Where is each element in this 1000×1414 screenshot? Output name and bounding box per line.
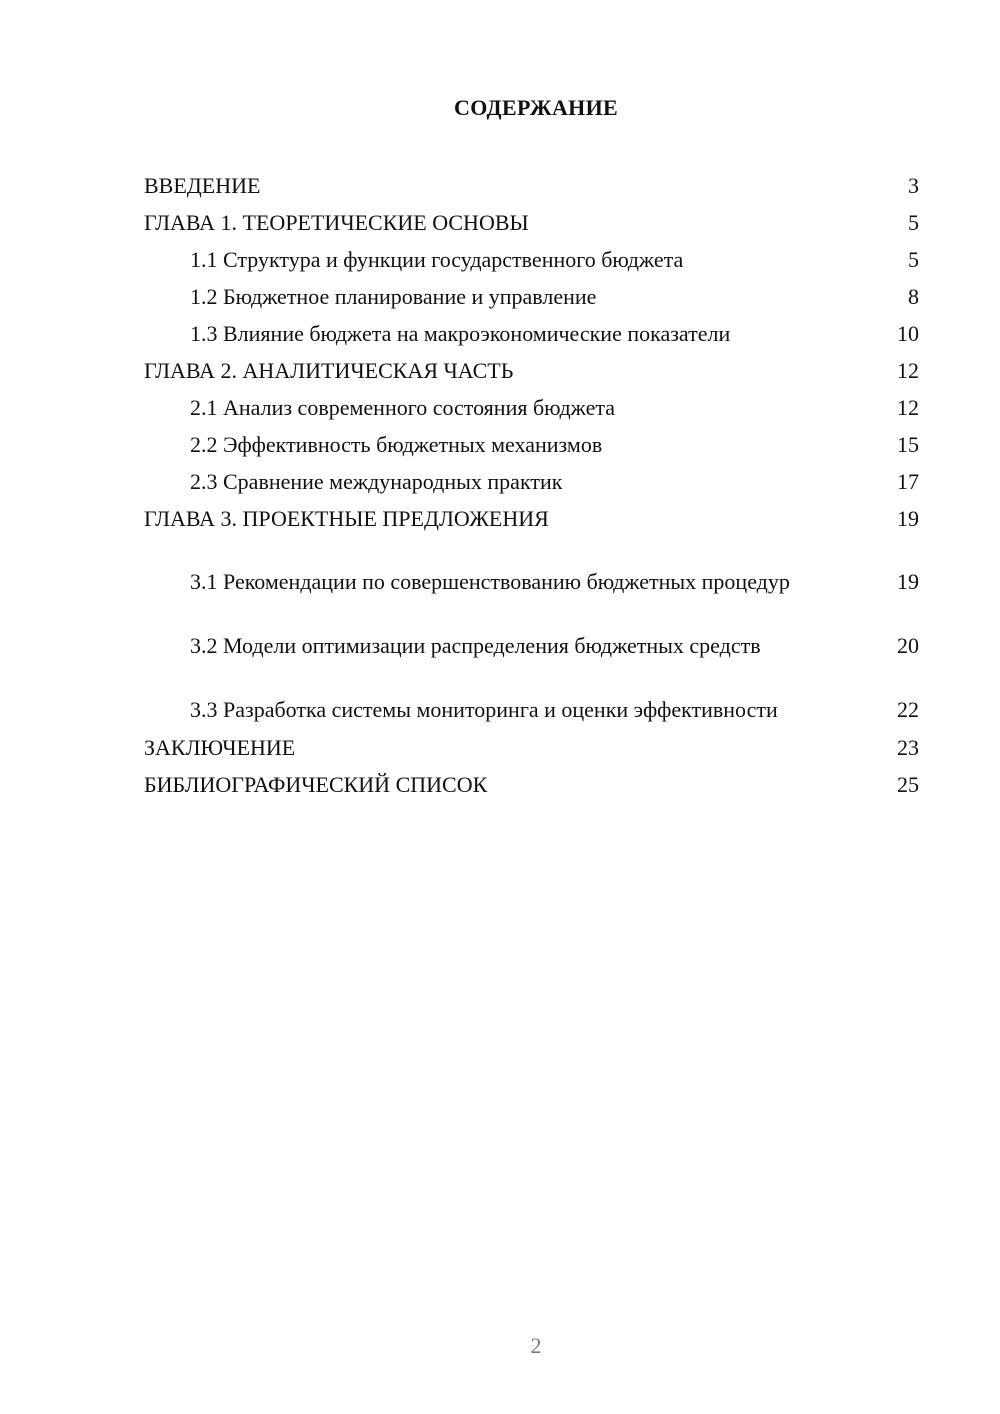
toc-entry-label: 3.3 Разработка системы мониторинга и оценки эффективности — [190, 697, 778, 722]
toc-entry-chapter-3[interactable] — [144, 500, 919, 537]
toc-entry-page: 3 — [908, 172, 919, 198]
toc-entry-label: БИБЛИОГРАФИЧЕСКИЙ СПИСОК — [144, 771, 488, 797]
toc-entry-chapter-2[interactable] — [144, 352, 919, 389]
toc-entry-label: 3.2 Модели оптимизации распределения бюджетных средств — [190, 633, 761, 658]
toc-entry-page: 20 — [897, 633, 919, 658]
toc-entry-page: 10 — [897, 320, 919, 346]
toc-entry-page: 5 — [908, 209, 919, 235]
toc-entry-label: 2.3 Сравнение международных практик — [190, 468, 563, 494]
toc-entry-section-2-1[interactable] — [144, 389, 919, 426]
toc-entry-label: 1.3 Влияние бюджета на макроэкономические показатели — [190, 320, 731, 346]
toc-entry-page: 15 — [897, 431, 919, 457]
toc-entry-section-3-2[interactable] — [144, 601, 919, 665]
toc-entry-page: 23 — [897, 734, 919, 760]
toc-entry-section-3-3[interactable] — [144, 665, 919, 729]
toc-entry-label: ВВЕДЕНИЕ — [144, 172, 261, 198]
page-number: 2 — [530, 1333, 542, 1358]
toc-entry-page: 12 — [897, 357, 919, 383]
toc-entry-label: ЗАКЛЮЧЕНИЕ — [144, 734, 296, 760]
toc-entry-conclusion[interactable] — [144, 729, 919, 766]
toc-entry-page: 17 — [897, 468, 919, 494]
toc-entry-page: 8 — [908, 283, 919, 309]
toc-entry-page: 19 — [897, 505, 919, 531]
toc-entry-section-2-3[interactable] — [144, 463, 919, 500]
toc-entry-label: 2.2 Эффективность бюджетных механизмов — [190, 431, 603, 457]
toc-entry-label: 1.1 Структура и функции государственного бюджета — [190, 246, 684, 272]
toc-entry-section-1-1[interactable] — [144, 241, 919, 278]
toc-entry-label: 2.1 Анализ современного состояния бюджета — [190, 394, 615, 420]
toc-entry-page: 12 — [897, 394, 919, 420]
toc-entry-page: 5 — [908, 246, 919, 272]
toc-entry-bibliography[interactable] — [144, 766, 919, 803]
toc-entry-label: ГЛАВА 1. ТЕОРЕТИЧЕСКИЕ ОСНОВЫ — [144, 209, 529, 235]
toc-entry-introduction[interactable] — [144, 167, 919, 204]
toc-entry-label: ГЛАВА 2. АНАЛИТИЧЕСКАЯ ЧАСТЬ — [144, 357, 514, 383]
toc-entry-label: ГЛАВА 3. ПРОЕКТНЫЕ ПРЕДЛОЖЕНИЯ — [144, 505, 549, 531]
toc-entry-page: 22 — [897, 697, 919, 722]
toc-entry-page: 19 — [897, 569, 919, 594]
toc-entry-chapter-1[interactable] — [144, 204, 919, 241]
toc-entry-label: 3.1 Рекомендации по совершенствованию бюджетных процедур — [190, 569, 790, 594]
toc-entry-section-3-1[interactable] — [144, 537, 919, 601]
toc-entry-section-1-3[interactable] — [144, 315, 919, 352]
toc-entry-section-1-2[interactable] — [144, 278, 919, 315]
toc-entry-section-2-2[interactable] — [144, 426, 919, 463]
toc-entry-label: 1.2 Бюджетное планирование и управление — [190, 283, 597, 309]
page-title: СОДЕРЖАНИЕ — [454, 95, 618, 120]
table-of-contents — [144, 167, 919, 803]
toc-entry-page: 25 — [897, 771, 919, 797]
